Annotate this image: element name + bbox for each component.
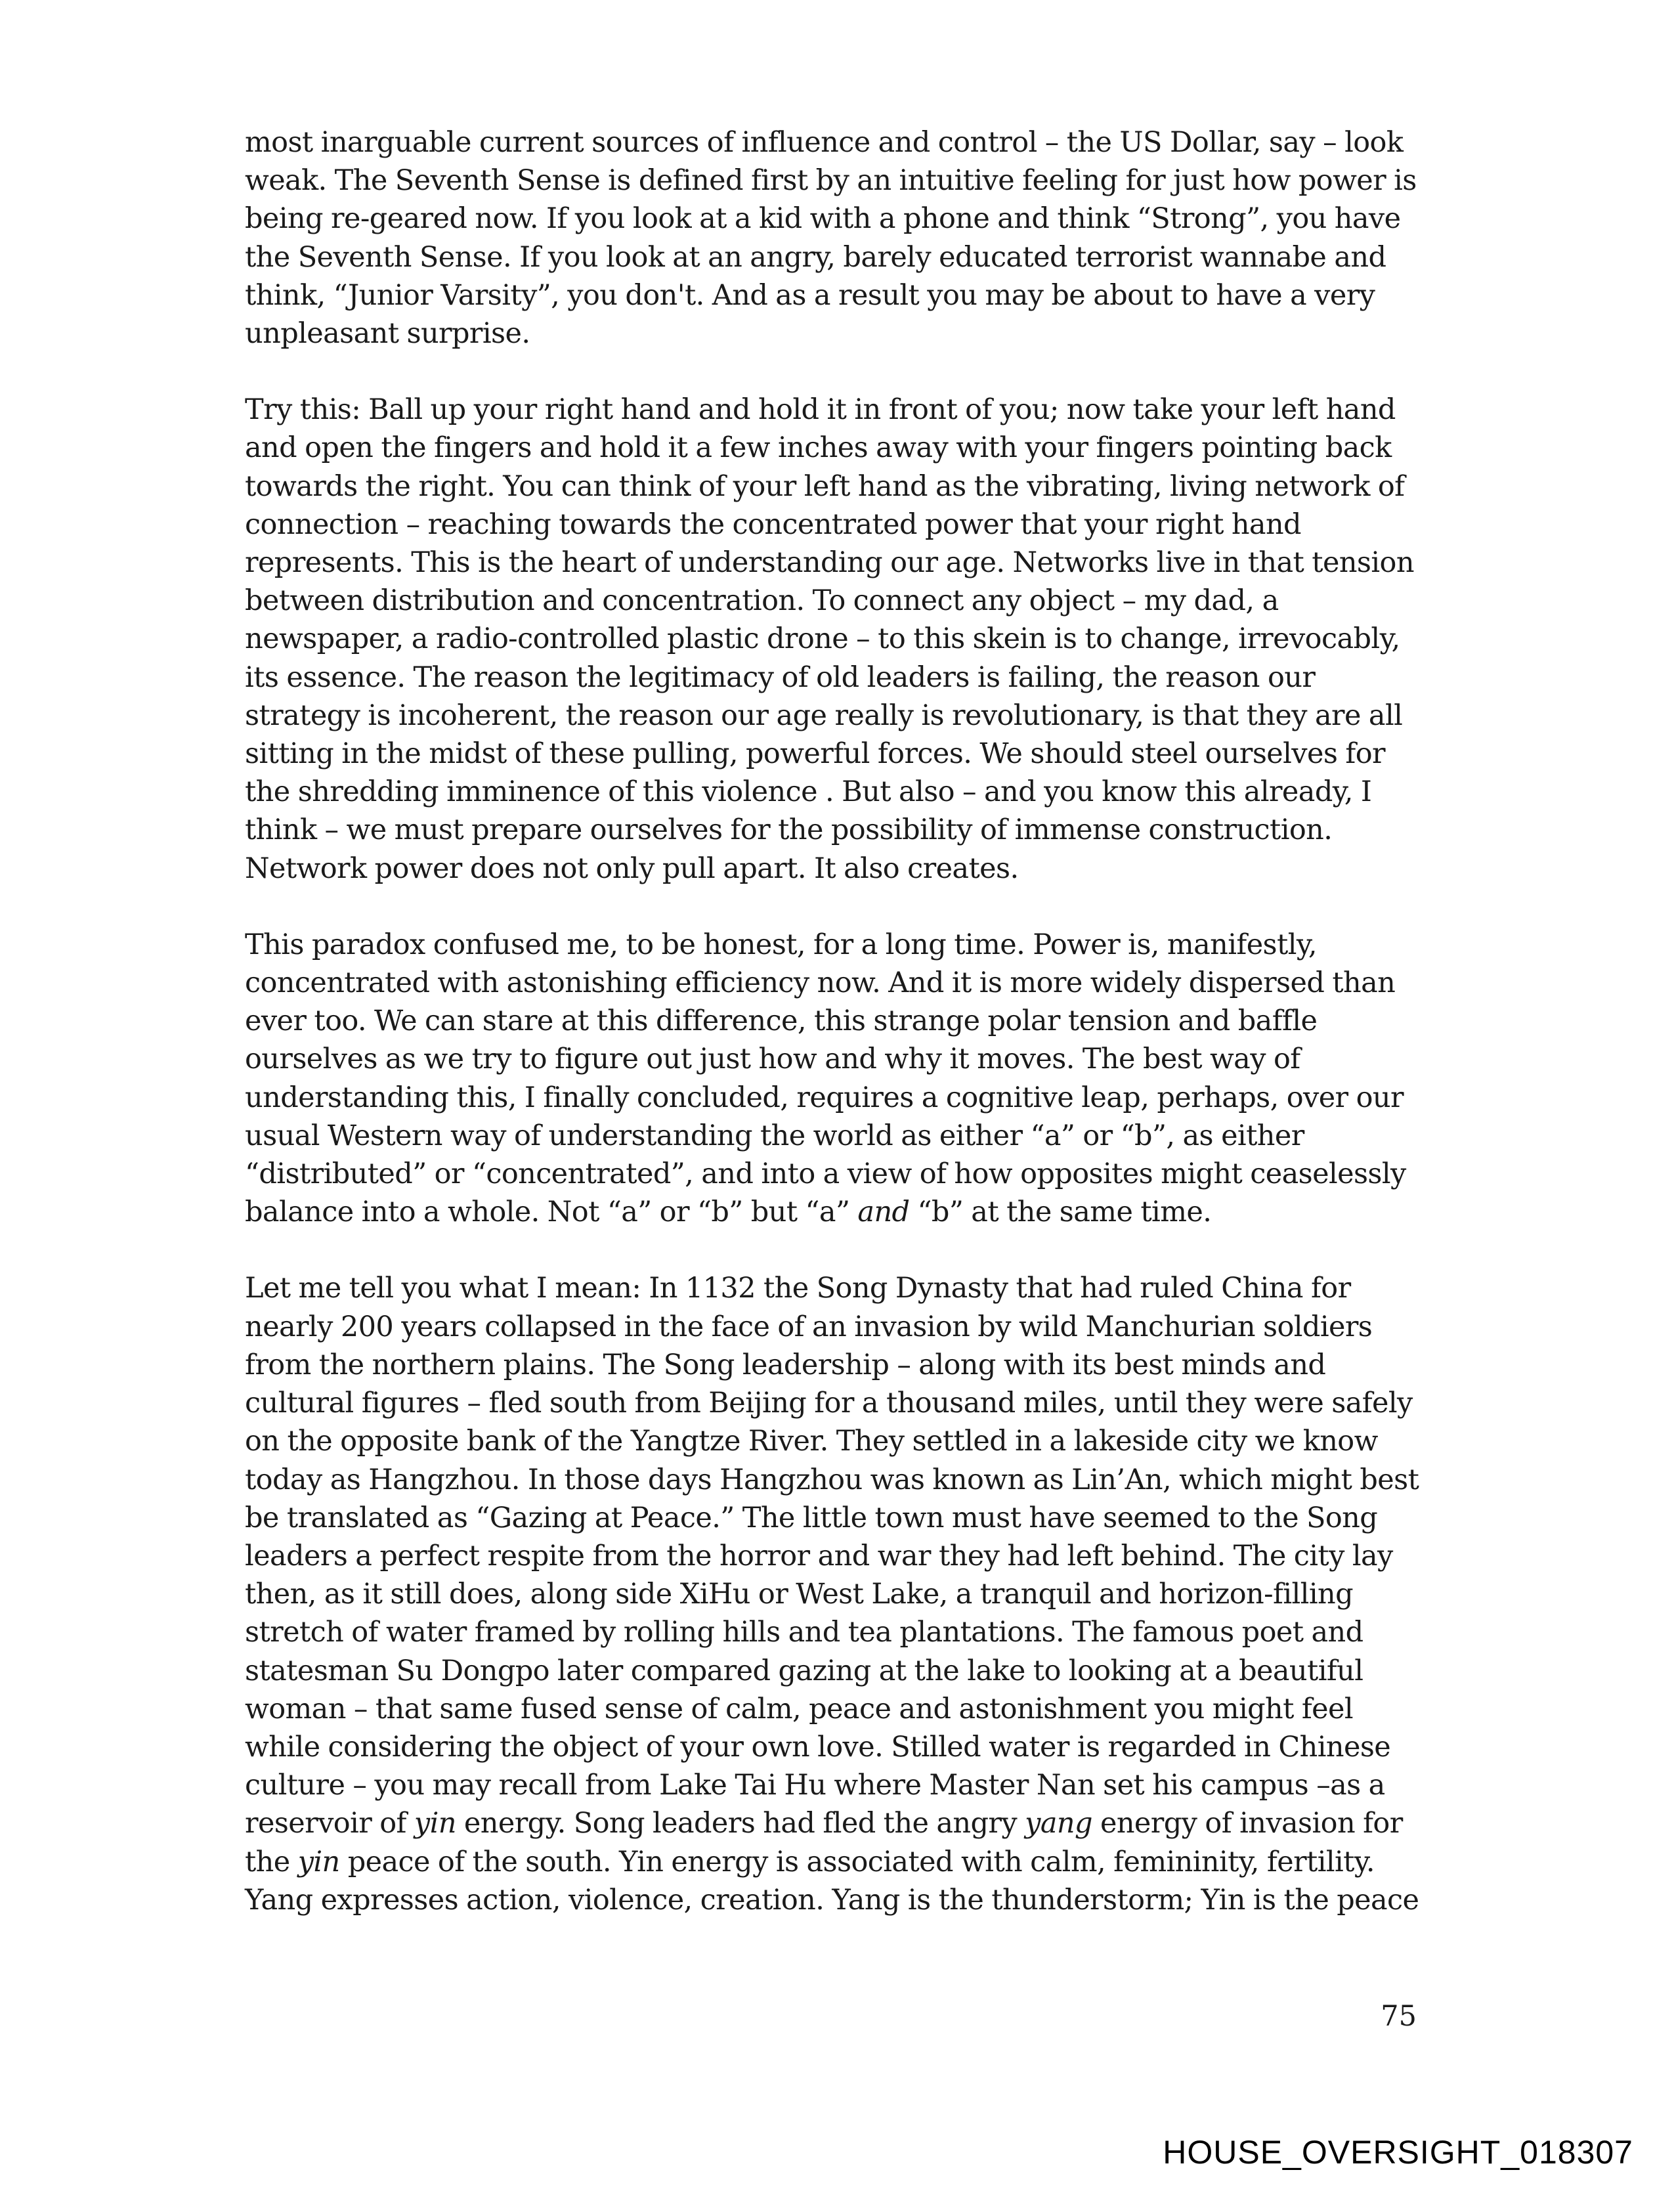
italic-emphasis: and (857, 1196, 910, 1229)
text-run: energy of invasion for (1092, 1807, 1403, 1840)
text-line: between distribution and concentration. To connect any object – my dad, a (245, 584, 1279, 618)
italic-emphasis: yin (297, 1845, 340, 1878)
paragraph-4 (245, 1269, 1420, 1919)
text-line: statesman Su Dongpo later compared gazing at the lake to looking at a beautiful (245, 1654, 1363, 1687)
text-run: the (245, 1845, 298, 1878)
text-line: be translated as “Gazing at Peace.” The little town must have seemed to the Song (245, 1501, 1378, 1534)
text-line (245, 1843, 1420, 1881)
text-line: then, as it still does, along side XiHu or West Lake, a tranquil and horizon-filling (245, 1578, 1353, 1611)
bates-stamp: HOUSE_OVERSIGHT_018307 (1163, 2134, 1633, 2171)
paragraph-1 (245, 123, 1420, 353)
text-line: Let me tell you what I mean: In 1132 the Song Dynasty that had ruled China for (245, 1272, 1351, 1305)
text-run: balance into a whole. Not “a” or “b” but “a” (245, 1196, 858, 1229)
text-line (245, 1193, 1420, 1231)
text-line: ourselves as we try to figure out just how and why it moves. The best way of (245, 1043, 1300, 1076)
paragraph-2 (245, 391, 1420, 888)
text-line: while considering the object of your own love. Stilled water is regarded in Chinese (245, 1730, 1391, 1764)
text-run: energy. Song leaders had fled the angry (456, 1807, 1025, 1840)
text-line: weak. The Seventh Sense is defined first by an intuitive feeling for just how power is (245, 164, 1417, 198)
text-line: newspaper, a radio-controlled plastic drone – to this skein is to change, irrevocably, (245, 622, 1400, 656)
text-line: its essence. The reason the legitimacy of old leaders is failing, the reason our (245, 661, 1316, 694)
text-line: represents. This is the heart of understanding our age. Networks live in that tension (245, 546, 1414, 580)
text-line: usual Western way of understanding the world as either “a” or “b”, as either (245, 1119, 1304, 1152)
text-line: towards the right. You can think of your left hand as the vibrating, living network of (245, 469, 1405, 503)
text-line: the Seventh Sense. If you look at an angry, barely educated terrorist wannabe and (245, 240, 1386, 274)
text-line: sitting in the midst of these pulling, powerful forces. We should steel ourselves for (245, 737, 1385, 771)
text-line: from the northern plains. The Song leadership – along with its best minds and (245, 1348, 1326, 1381)
italic-emphasis: yang (1025, 1807, 1092, 1840)
text-line: ever too. We can stare at this difference, this strange polar tension and baffle (245, 1005, 1318, 1038)
text-line: This paradox confused me, to be honest, for a long time. Power is, manifestly, (245, 928, 1317, 961)
text-line: today as Hangzhou. In those days Hangzhou was known as Lin’An, which might best (245, 1463, 1419, 1496)
text-run: peace of the south. Yin energy is associated with calm, femininity, fertility. (339, 1845, 1375, 1878)
text-line: think – we must prepare ourselves for the possibility of immense construction. (245, 813, 1333, 847)
text-line: Network power does not only pull apart. It also creates. (245, 852, 1019, 885)
text-line: connection – reaching towards the concentrated power that your right hand (245, 508, 1301, 541)
text-line: culture – you may recall from Lake Tai Hu where Master Nan set his campus –as a (245, 1769, 1385, 1802)
italic-emphasis: yin (414, 1807, 456, 1840)
text-line: “distributed” or “concentrated”, and into a view of how opposites might ceaselessly (245, 1158, 1406, 1191)
text-line: woman – that same fused sense of calm, peace and astonishment you might feel (245, 1692, 1354, 1725)
text-line: cultural figures – fled south from Beijing for a thousand miles, until they were safely (245, 1387, 1413, 1420)
text-line: the shredding imminence of this violence . But also – and you know this already, I (245, 775, 1372, 809)
page-number: 75 (1381, 2000, 1417, 2033)
text-line: Yang expresses action, violence, creation. Yang is the thunderstorm; Yin is the peace (245, 1883, 1419, 1917)
text-line: stretch of water framed by rolling hills and tea plantations. The famous poet and (245, 1616, 1363, 1649)
text-line: most inarguable current sources of influence and control – the US Dollar, say – look (245, 126, 1404, 159)
text-line: nearly 200 years collapsed in the face of an invasion by wild Manchurian soldiers (245, 1310, 1373, 1343)
body-text (245, 123, 1420, 1957)
text-line: leaders a perfect respite from the horror and war they had left behind. The city lay (245, 1539, 1393, 1572)
text-line: concentrated with astonishing efficiency now. And it is more widely dispersed than (245, 966, 1396, 1000)
text-line: Try this: Ball up your right hand and hold it in front of you; now take your left hand (245, 393, 1396, 427)
text-line (245, 1804, 1420, 1842)
text-run: reservoir of (245, 1807, 414, 1840)
paragraph-3 (245, 926, 1420, 1232)
text-line: strategy is incoherent, the reason our age really is revolutionary, is that they are all (245, 699, 1403, 732)
text-line: and open the fingers and hold it a few inches away with your fingers pointing back (245, 431, 1392, 465)
text-run: “b” at the same time. (909, 1196, 1212, 1229)
text-line: unpleasant surprise. (245, 317, 530, 351)
text-line: understanding this, I finally concluded, requires a cognitive leap, perhaps, over our (245, 1081, 1404, 1114)
text-line: being re-geared now. If you look at a kid with a phone and think “Strong”, you have (245, 202, 1401, 236)
text-line: think, “Junior Varsity”, you don't. And as a result you may be about to have a very (245, 278, 1375, 312)
text-line: on the opposite bank of the Yangtze River. They settled in a lakeside city we know (245, 1425, 1378, 1458)
